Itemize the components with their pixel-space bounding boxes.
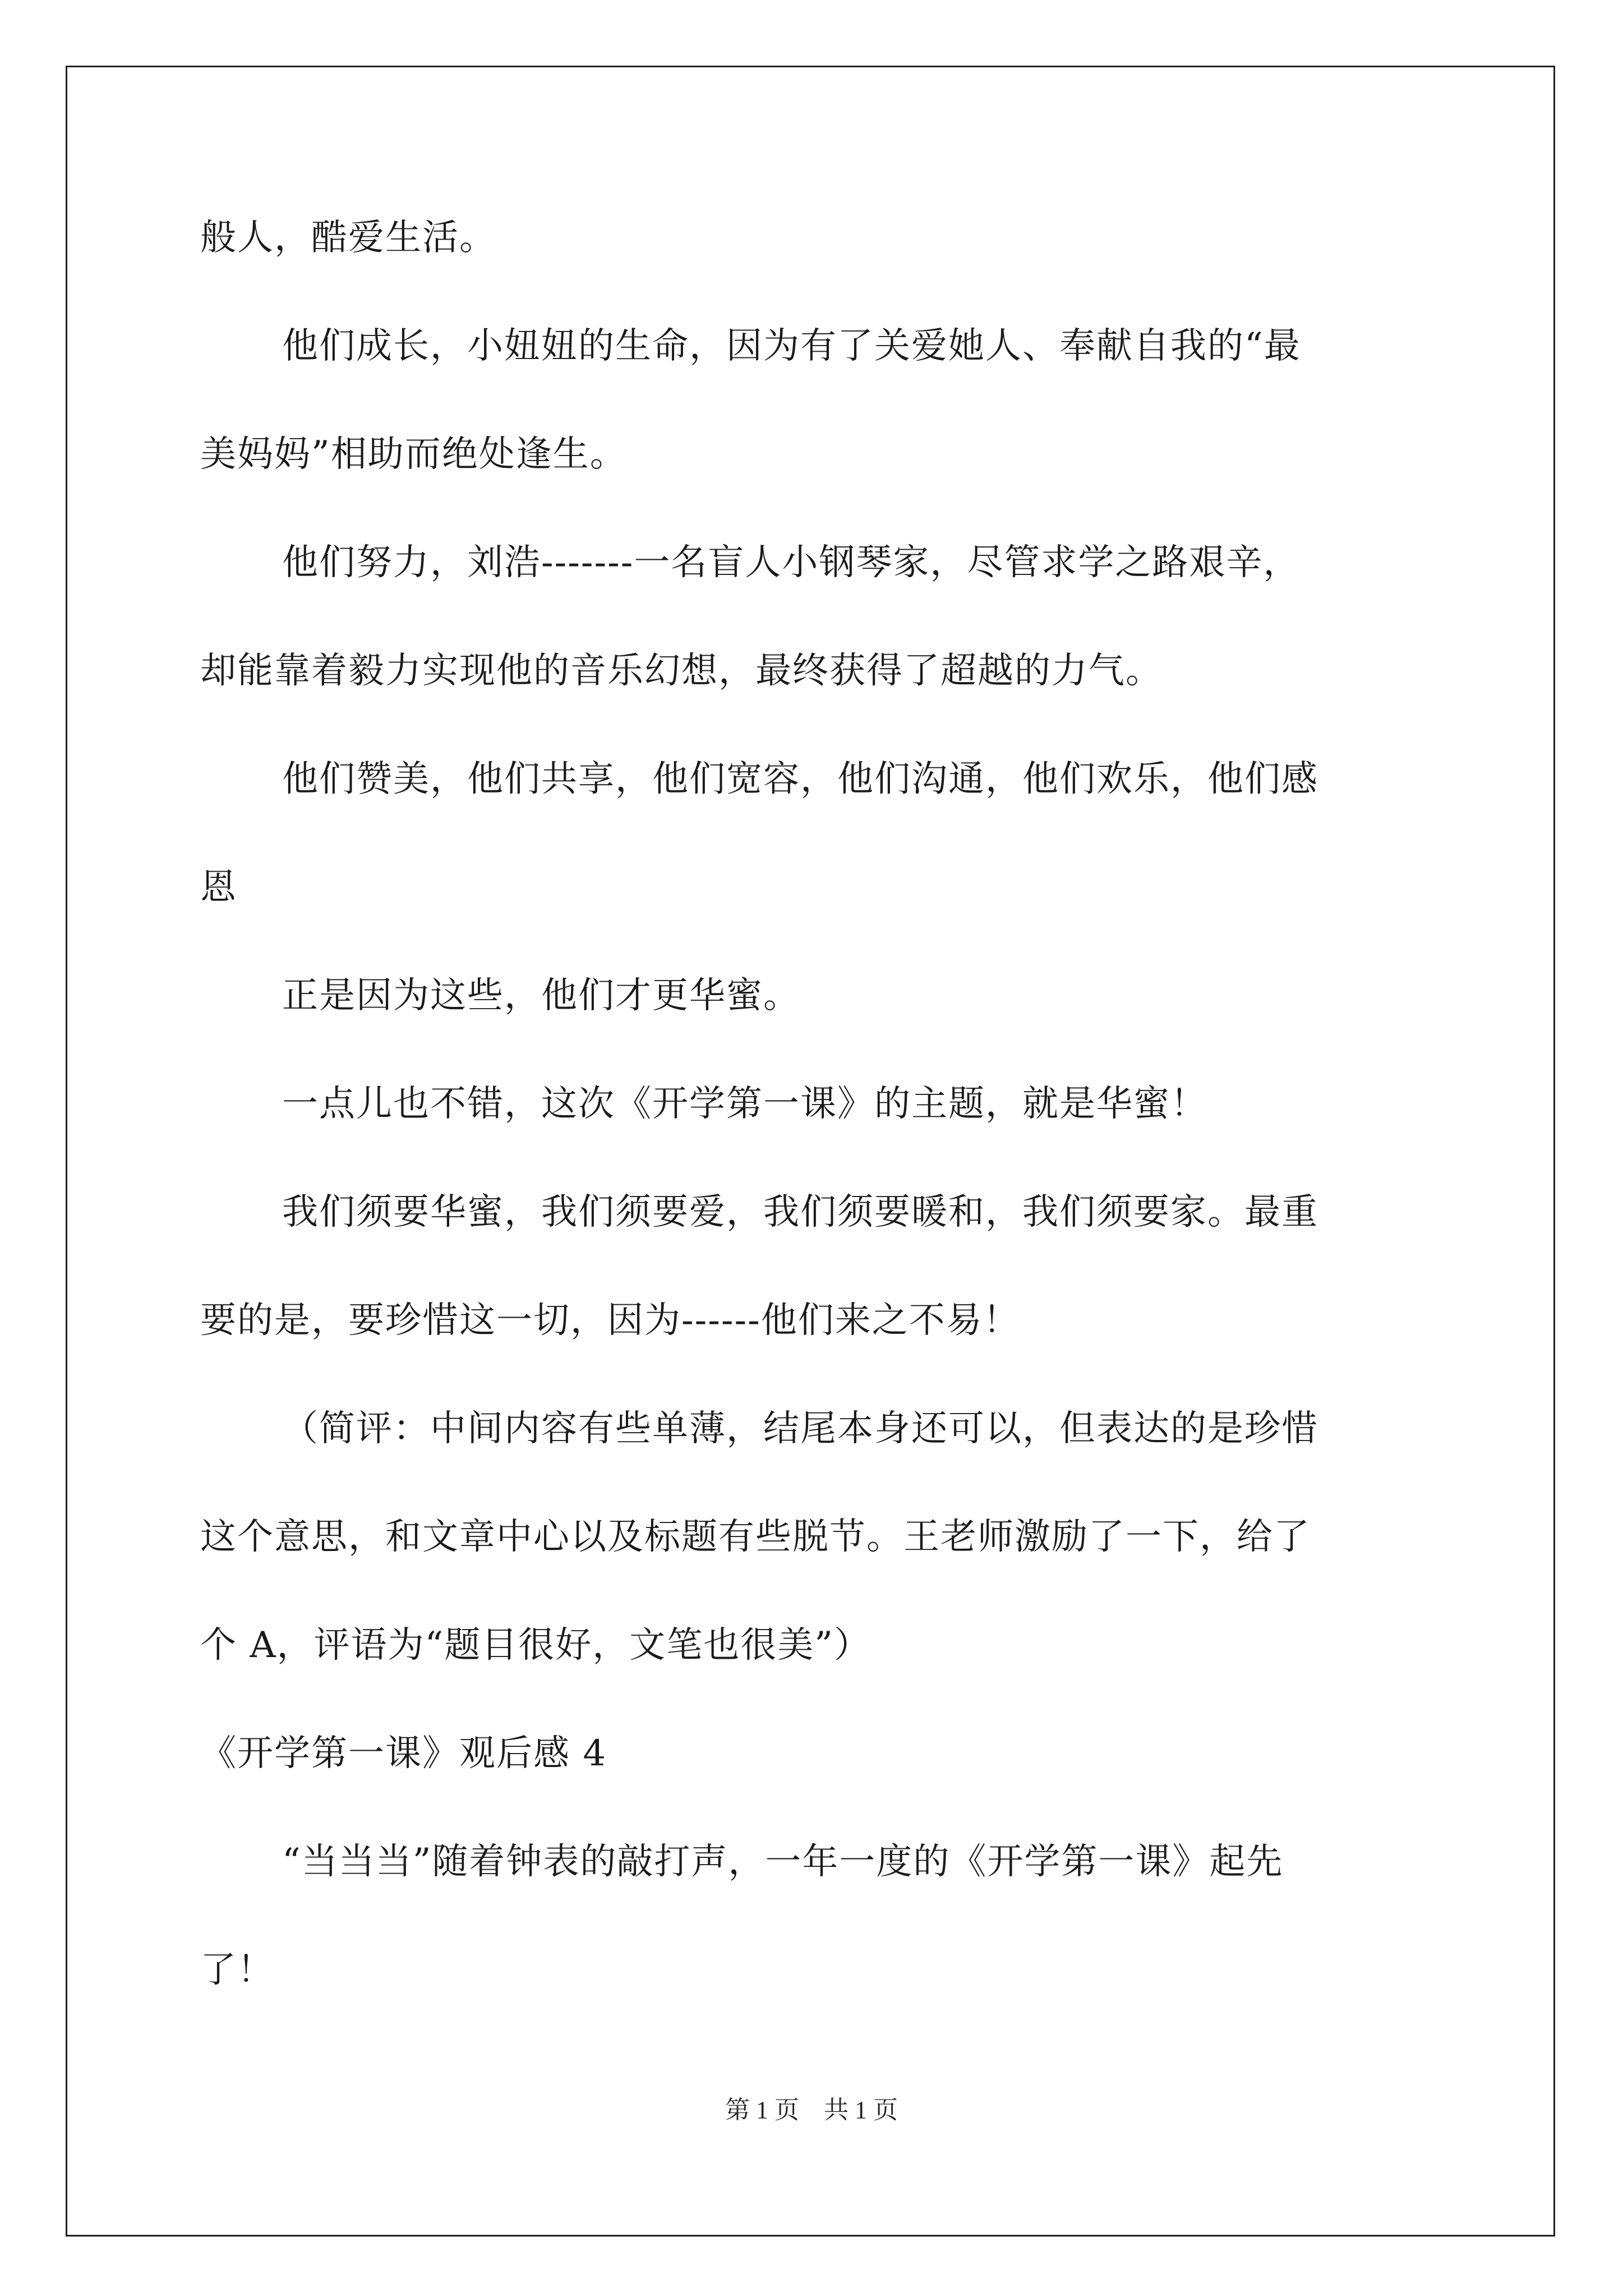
page-number-footer: 第 1 页 共 1 页 [725, 2096, 898, 2124]
text-line: 他们努力，刘浩-------一名盲人小钢琴家，尽管求学之路艰辛， [282, 542, 1301, 583]
text-line: 他们成长，小妞妞的生命，因为有了关爱她人、奉献自我的“最 [282, 325, 1301, 367]
text-line: 却能靠着毅力实现他的音乐幻想，最终获得了超越的力气。 [200, 650, 1163, 692]
text-line: 他们赞美，他们共享，他们宽容，他们沟通，他们欢乐，他们感 [282, 758, 1318, 800]
section-heading: 《开学第一课》观后感 4 [200, 1733, 607, 1774]
text-line: 了！ [200, 1949, 274, 1991]
text-line: 正是因为这些，他们才更华蜜。 [282, 975, 800, 1016]
text-line: 这个意思，和文章中心以及标题有些脱节。王老师激励了一下，给了 [200, 1516, 1311, 1558]
text-line: 个 A，评语为“题目很好，文笔也很美”） [200, 1625, 871, 1666]
text-line: 一点儿也不错，这次《开学第一课》的主题，就是华蜜！ [282, 1083, 1207, 1125]
text-line: 我们须要华蜜，我们须要爱，我们须要暖和，我们须要家。最重 [282, 1191, 1318, 1233]
text-line: 恩 [200, 867, 237, 908]
text-line: 般人，酷爱生活。 [200, 217, 496, 259]
text-line: 美妈妈”相助而绝处逢生。 [200, 434, 627, 475]
text-line: “当当当”随着钟表的敲打声，一年一度的《开学第一课》起先 [282, 1841, 1284, 1883]
page-border [66, 66, 1555, 2237]
text-line: （简评：中间内容有些单薄，结尾本身还可以，但表达的是珍惜 [282, 1408, 1318, 1450]
text-line: 要的是，要珍惜这一切，因为------他们来之不易！ [200, 1300, 1020, 1341]
